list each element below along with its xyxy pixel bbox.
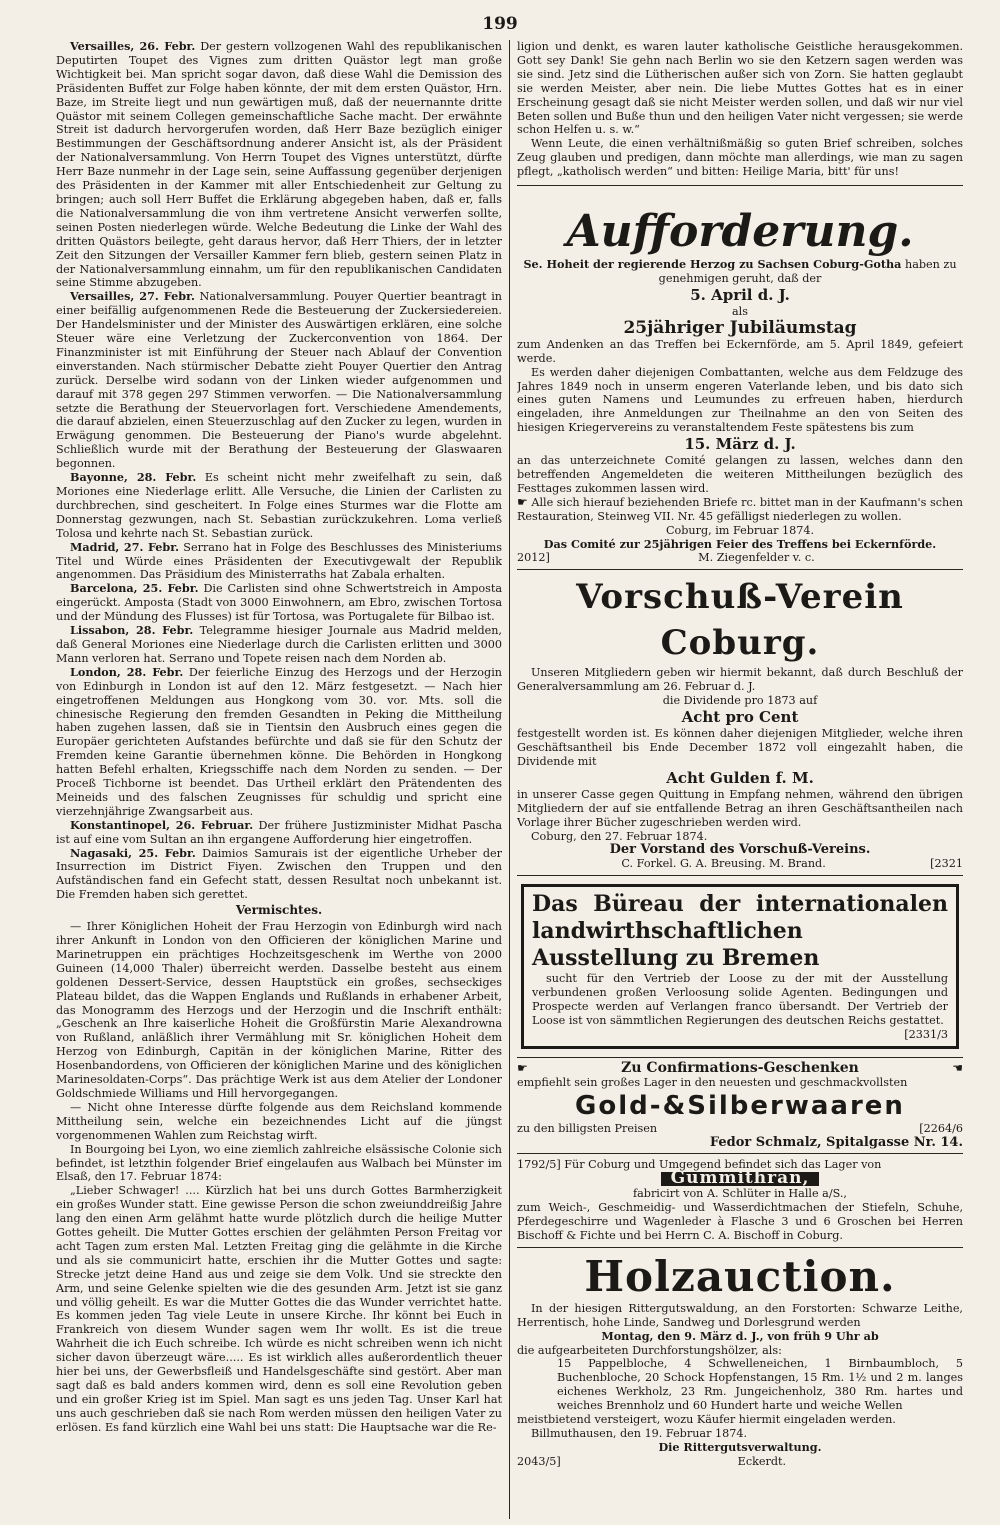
ad-maker: fabricirt von A. Schlüter in Halle a/S.,	[632, 1187, 847, 1201]
misc-list	[56, 920, 502, 1435]
page-number: 199	[482, 14, 518, 34]
misc-paragraph: — Nicht ohne Interesse dürfte folgende aus dem Reichsland kommende Mittheilung sein, welche ein bezeichnendes Licht auf die jüngst vorgenommenen Wahlen zum Reichstag wirft.	[56, 1100, 502, 1142]
ad-title: Vorschuß-Verein Coburg.	[576, 577, 904, 664]
ad-line: Se. Hoheit der regierende Herzog zu Sachsen Coburg-Gotha	[523, 257, 902, 272]
ad-product: Gold-&Silberwaaren	[575, 1090, 905, 1121]
ad-text: Es werden daher diejenigen Combattanten, welche aus dem Feldzuge des Jahres 1849 noch in unserm engeren Vaterlande leben, und bis dato sich eines guten Namens und Leumundes zu erfreuen haben, hierdurch eingeladen, ihre Anmeldungen zur Theilnahme an den von Seiten des hiesigen Kriegervereins zu veranstaltendem Feste spätestens bis zum	[517, 365, 963, 435]
news-text: Der gestern vollzogenen Wahl des republikanischen Deputirten Toupet des Vignes zum dritten Quästor legt man große Wichtigkeit bei. Man spricht sogar davon, daß diese Wahl die Demission des Präsidenten Buffet zur Folge haben könnte, der mit dem ersten Quästor, Hrn. Baze, im Streite liegt und nun gewärtigen muß, daß der neuernannte dritte Quästor mit seinem Collegen gemeinschaftliche Sache macht. Der erwähnte Streit ist dadurch hervorgerufen worden, daß Herr Baze bezüglich einiger Bestimmungen der Geschäftsordnung anderer Ansicht ist, als der Präsident der Nationalversammlung. Von Herrn Toupet des Vignes unterstützt, dürfte Herr Baze nunmehr in der Lage sein, seine Auffassung gegenüber derjenigen des Präsidenten in der Kammer mit aller Entschiedenheit zur Geltung zu bringen; auch soll Herr Buffet die Erklärung abgegeben haben, daß er, falls die Nationalversammlung die von ihm vertretene Ansicht verwerfen sollte, seinen Posten niederlegen würde. Welche Bedeutung die Linke der Wahl des dritten Quästors beilegte, geht daraus hervor, daß Herr Thiers, der in letzter Zeit den Sitzungen der Versailler Kammer fern blieb, gestern seinen Platz in der Nationalversammlung einnahm, um für den republikanischen Candidaten seine Stimme abzugeben.	[56, 40, 502, 290]
continuation-paragraph: Wenn Leute, die einen verhältnißmäßig so guten Brief schreiben, solches Zeug glauben und predigen, dann möchte man allerdings, wie man zu sagen pflegt, „katholisch werden“ und bitten: Heilige Maria, bitt' für uns!	[517, 137, 963, 179]
news-item	[56, 40, 502, 290]
news-dateline: Nagasaki, 25. Febr.	[70, 845, 196, 860]
ad-header: Zu Confirmations-Geschenken	[621, 1059, 859, 1076]
ad-items: 15 Pappelbloche, 4 Schwelleneichen, 1 Birnbaumbloch, 5 Buchenbloche, 20 Schock Hopfenstangen, 15 Rm. 1½ und 2 m. langes eichenes Werkholz, 23 Rm. Jungeichenholz, 380 Rm. hartes und weiches Brennholz und 60 Hundert harte und weiche Wellen	[557, 1357, 963, 1413]
ad-place-date: Billmuthausen, den 19. Februar 1874.	[531, 1427, 748, 1440]
news-text: Daimios Samurais ist der eigentliche Urheber der Insurrection im District Fiyen. Zwischen den Truppen und den Aufständischen fand ein Gefecht statt, dessen Resultat noch unbekannt ist. Die Fremden haben sich gerettet.	[56, 846, 502, 902]
ad-vorschuss-verein	[517, 569, 963, 875]
news-item	[56, 290, 502, 471]
ad-holzauction	[517, 1247, 963, 1473]
continuation-paragraph: ligion und denkt, es waren lauter katholische Geistliche herausgekommen. Gott sey Dank! Sie gehn nach Berlin wo sie den Ketzern sagen werden was sie sind. Jetz sind die Lütherischen außer sich von Zorn. Sie hatten geglaubt sie werden Meister, aber nein. Die liebe Muttes Gottes hat es in einer Erscheinung gesagt daß sie nicht Meister werden sollen, und daß wir nur viel Beten sollen und Buße thun und den heiligen Vater nicht vergessen; sie werde schon Helfen u. s. w.“	[517, 40, 963, 137]
ad-bremen-bureau	[517, 875, 963, 1057]
ad-signer: M. Ziegenfelder v. c.	[698, 551, 815, 565]
ad-text: Unseren Mitgliedern geben wir hiermit bekannt, daß durch Beschluß der Generalversammlung am 26. Februar d. J.	[517, 666, 963, 694]
news-dateline: London, 28. Febr.	[70, 664, 184, 679]
news-text: Der frühere Justizminister Midhat Pascha ist auf eine vom Sultan an ihn ergangene Aufforderung hier eingetroffen.	[56, 818, 502, 846]
pointing-hand-icon: ☛	[517, 494, 528, 509]
misc-paragraph: — Ihrer Königlichen Hoheit der Frau Herzogin von Edinburgh wird nach ihrer Ankunft in London von den Officieren der königlichen Marine und Marinetruppen ein prächtiges Hochzeitsgeschenk im Werthe von 2000 Guineen (14,000 Thaler) überreicht werden. Dasselbe besteht aus einem goldenen Dessert-Service, dessen Hauptstück ein großes, sechseckiges Plateau bildet, das die Wappen Englands und Rußlands in erhabener Arbeit, das Monogramm des Herzogs und der Herzogin und die Inschrift enthält: „Geschenk an Ihre kaiserliche Hoheit die Großfürstin Marie Alexandrowna von Rußland, anläßlich ihrer Vermählung mit Sr. königlichen Hoheit dem Herzog von Edinburgh, Capitän in der königlichen Marine, Ritter des Hosenbandordens, von Officieren der königlichen Marine und des königlichen Marinesoldaten-Corps“. Das prächtige Werk ist aus dem Atelier der Londoner Goldschmiede Williams und Hill hervorgegangen.	[56, 920, 502, 1100]
misc-paragraph: In Bourgoing bei Lyon, wo eine ziemlich zahlreiche elsässische Colonie sich befindet, ist letzthin folgender Brief eingelaufen aus Walbach bei Münster im Elsaß, den 17. Februar 1874:	[56, 1142, 502, 1184]
news-dateline: Madrid, 27. Febr.	[70, 539, 180, 554]
ad-title: Aufforderung.	[566, 206, 914, 258]
ad-jubilee: 25jähriger Jubiläumstag	[623, 317, 857, 338]
misc-paragraph: „Lieber Schwager! .... Kürzlich hat bei uns durch Gottes Barmherzigkeit ein großes Wunder statt. Eine gewisse Person die schon zweiunddreißig Jahre lang den einen Arm gelähmt hatte wurde plötzlich durch die heilige Mutter Gottes geheilt. Die Mutter Gottes erschien der gelähmten Person Freitag vor acht Tagen zum ersten Mal. Letzten Freitag ging die gelähmte in die Kirche und als sie communicirt hatte, erschien ihr die Mutter Gottes und sagte: Strecke jetzt deine Hand aus und zeige sie dem Volk. Und sie streckte den Arm, und seine Gelenke spielten wie die des gesunden Arm. Jetzt ist sie ganz und völlig geheilt. Es war die Mutter Gottes die das Wunder verrichtet hatte. Es kommen jeden Tag viele Leute in unsere Kirche. Ihr könnt bei Euch in Frankreich von diesem Wunder sagen wem Ihr wollt. Es ist die treue Wahrheit die ich Euch schreibe. Ich würde es nicht schreiben wenn ich nicht sicher davon überzeugt wäre..... Es ist wirklich alles außerordentlich theuer hier bei uns, der Gewerbsfleiß und Handelsgeschäfte sind gestört. Aber man sagt daß es bald anders kommen wird, denn es soll eine Revolution geben und ein großer Krieg ist im Spiel. Man sagt es uns jeden Tag. Unser Karl hat uns auch geschrieben daß sie nach Rom werden müssen den heiligen Vater zu erlösen. Es fand kürzlich eine Wahl bei uns statt: Die Hauptsache war die Re-	[56, 1184, 502, 1434]
right-column	[517, 40, 963, 1519]
news-text: Nationalversammlung. Pouyer Quertier beantragt in einer beifällig aufgenommenen Rede die Besteuerung der Zuckersiedereien. Der Handelsminister und der Minister des Auswärtigen erklären, eine solche Steuer wäre eine Verletzung der Zuckerconvention von 1864. Der Finanzminister ist mit Einführung der Steuer nach Ablauf der Convention einverstanden. Nach stürmischer Debatte zieht Pouyer Quertier den Antrag zurück. Derselbe wird sodann von der Linken wieder aufgenommen und darauf mit 378 gegen 297 Stimmen verworfen. — Die Nationalversammlung setzte die Berathung der Steuervorlagen fort. Verschiedene Amendements, die darauf abzielen, einen Steuerzuschlag auf den Zucker zu legen, wurden in Erwägung genommen. Die Besteuerung der Piano's wurde abgelehnt. Schließlich wurde mit der Berathung der Besteuerung der Glaswaaren begonnen.	[56, 290, 502, 471]
news-item	[56, 847, 502, 903]
news-text: Der feierliche Einzug des Herzogs und der Herzogin von Edinburgh in London ist auf den 12. März festgesetzt. — Nach hier eingetroffenen Meldungen aus Hongkong vom 30. vor. Mts. soll die chinesische Regierung den fremden Gesandten in Peking die Mittheilung haben zugehen lassen, daß sie in Tientsin den Ausbruch eines gegen die Europäer gerichteten Aufstandes befürchte und daß sie für den Schutz der Fremden keine Garantie übernehmen könne. Die Behörden in Hongkong hatten Befehl erhalten, Kriegsschiffe nach dem Norden zu senden. — Der Proceß Tichborne ist beendet. Das Urtheil erklärt den Prätendenten des Meineids und des falschen Zeugnisses für schuldig und spricht eine vierzehnjährige Zwangsarbeit aus.	[56, 665, 502, 818]
ad-amount: Acht Gulden f. M.	[666, 768, 814, 787]
ad-date: Montag, den 9. März d. J., von früh 9 Uhr ab	[601, 1328, 879, 1343]
section-title: Vermischtes.	[235, 903, 323, 918]
ad-text: meistbietend versteigert, wozu Käufer hiermit eingeladen werden.	[517, 1413, 896, 1427]
ad-confirmation-gifts	[517, 1057, 963, 1154]
news-item	[56, 582, 502, 624]
ad-text: zum Andenken an das Treffen bei Eckernförde, am 5. April 1849, gefeiert werde.	[517, 337, 963, 365]
news-item	[56, 624, 502, 666]
news-text: Die Carlisten sind ohne Schwertstreich in Amposta eingerückt. Amposta (Stadt von 3000 Einwohnern, am Ebro, zwischen Tortosa und der Mündung des Flusses) ist für Tortosa, was Portugalete für Bilbao ist.	[56, 582, 502, 624]
ad-signers: C. Forkel. G. A. Breusing. M. Brand.	[621, 857, 826, 871]
ad-board: Der Vorstand des Vorschuß-Vereins.	[609, 842, 871, 858]
ad-title: Das Büreau der internationalen landwirthschaftlichen Ausstellung zu Bremen	[532, 891, 948, 972]
left-column	[56, 40, 502, 1519]
ad-product: Gummithran,	[661, 1172, 820, 1186]
ad-text: sucht für den Vertrieb der Loose zu der mit der Ausstellung verbundenen großen Verloosung solide Agenten. Bedingungen und Prospecte werden auf Verlangen franco übersandt. Der Vertrieb der Loose ist von sämmtlichen Regierungen des deutschen Reichs gestattet.	[532, 972, 948, 1027]
ad-ref: [2331/3	[904, 1027, 948, 1041]
ad-ref: 2012]	[517, 551, 550, 565]
ad-text: die Dividende pro 1873 auf	[662, 694, 818, 708]
ad-ref: [2264/6	[919, 1121, 963, 1135]
news-item	[56, 666, 502, 819]
ad-deadline: 15. März d. J.	[684, 435, 796, 454]
pointing-hand-icon: ☛	[517, 1060, 528, 1075]
ad-text: empfiehlt sein großes Lager in den neuesten und geschmackvollsten	[517, 1075, 908, 1089]
news-dateline: Bayonne, 28. Febr.	[70, 470, 197, 485]
news-dateline: Konstantinopel, 26. Februar.	[70, 817, 254, 832]
column-rule	[509, 40, 510, 1519]
ad-title: Holzauction.	[584, 1251, 896, 1301]
news-text: Telegramme hiesiger Journale aus Madrid melden, daß General Moriones eine Niederlage durch die Carlisten erlitten und 3000 Mann verloren hat. Serrano und Topete reisen nach dem Norden ab.	[56, 624, 502, 665]
news-dateline: Versailles, 26. Febr.	[70, 40, 196, 53]
ad-place-date: Coburg, den 27. Februar 1874.	[531, 829, 708, 843]
ad-text: die aufgearbeiteten Durchforstungshölzer, als:	[517, 1343, 782, 1357]
ad-line: haben zu genehmigen geruht, daß der	[658, 258, 957, 285]
ad-ref: 1792/5]	[517, 1158, 561, 1172]
ad-ref: 2043/5]	[517, 1454, 561, 1468]
news-item	[56, 819, 502, 847]
ad-gummithran	[517, 1153, 963, 1246]
ad-dividend: Acht pro Cent	[681, 708, 799, 727]
ad-text: Für Coburg und Umgegend befindet sich das Lager von	[564, 1158, 882, 1172]
ad-text: in unserer Casse gegen Quittung in Empfang nehmen, während den übrigen Mitgliedern der auf sie entfallende Betrag an ihren Geschäftsantheilen nach Vorlage ihrer Bücher zugeschrieben werden wird.	[517, 787, 963, 829]
ad-text: festgestellt worden ist. Es können daher diejenigen Mitglieder, welche ihren Geschäftsantheil bis Ende December 1872 voll eingezahlt haben, die Dividende mit	[517, 727, 963, 768]
ad-issuer: Die Rittergutsverwaltung.	[658, 1439, 822, 1454]
ad-ref: [2321	[930, 857, 963, 871]
columns	[56, 40, 978, 1519]
ad-merchant: Fedor Schmalz, Spitalgasse Nr. 14.	[709, 1134, 963, 1150]
ad-box	[521, 884, 959, 1049]
ad-text: zu den billigsten Preisen	[517, 1121, 658, 1135]
ad-date: 5. April d. J.	[690, 285, 790, 304]
news-text: Serrano hat in Folge des Beschlusses des Ministeriums Titel und Würde eines Präsidenten der Executivgewalt der Republik angenommen. Das Präsidium des Ministerraths hat Zabala erhalten.	[56, 540, 502, 582]
pointing-hand-icon: ☚	[952, 1060, 963, 1075]
ad-aufforderung	[517, 185, 963, 569]
ad-place-date: Coburg, im Februar 1874.	[665, 523, 815, 537]
news-dateline: Barcelona, 25. Febr.	[70, 581, 199, 596]
ad-text: als	[732, 304, 748, 318]
news-dateline: Versailles, 27. Febr.	[70, 289, 195, 304]
ad-text: In der hiesigen Rittergutswaldung, an den Forstorten: Schwarze Leithe, Herrentisch, hohe Linde, Sandweg und Dorlesgrund werden	[517, 1301, 963, 1329]
news-item	[56, 541, 502, 583]
ad-committee: Das Comité zur 25jährigen Feier des Treffens bei Eckernförde.	[543, 536, 937, 551]
news-list	[56, 40, 502, 902]
ad-text: an das unterzeichnete Comité gelangen zu lassen, welches dann den betreffenden Angemeldeten die weiteren Mittheilungen bezüglich des Festtages zukommen lassen wird.	[517, 454, 963, 495]
news-item	[56, 471, 502, 541]
news-dateline: Lissabon, 28. Febr.	[70, 623, 194, 638]
news-text: Es scheint nicht mehr zweifelhaft zu sein, daß Moriones eine Niederlage erlitt. Alle Versuche, die Linien der Carlisten zu durchbrechen, sind gescheitert. In Folge eines Sturmes war die Flotte am Donnerstag gezwungen, nach St. Sebastian zurückzukehren. Loma verließ Tolosa und kehrte nach St. Sebastian zurück.	[56, 471, 502, 540]
ad-text: zum Weich-, Geschmeidig- und Wasserdichtmachen der Stiefeln, Schuhe, Pferdegeschirre und Wagenleder à Flasche 3 und 6 Groschen bei Herren Bischoff & Fichte und bei Herrn C. A. Bischoff in Coburg.	[517, 1201, 963, 1242]
ad-text: Alle sich hierauf beziehenden Briefe rc. bittet man in der Kaufmann's schen Restauration, Steinweg VII. Nr. 45 gefälligst niederlegen zu wollen.	[517, 495, 963, 523]
ad-signer: Eckerdt.	[737, 1454, 787, 1468]
